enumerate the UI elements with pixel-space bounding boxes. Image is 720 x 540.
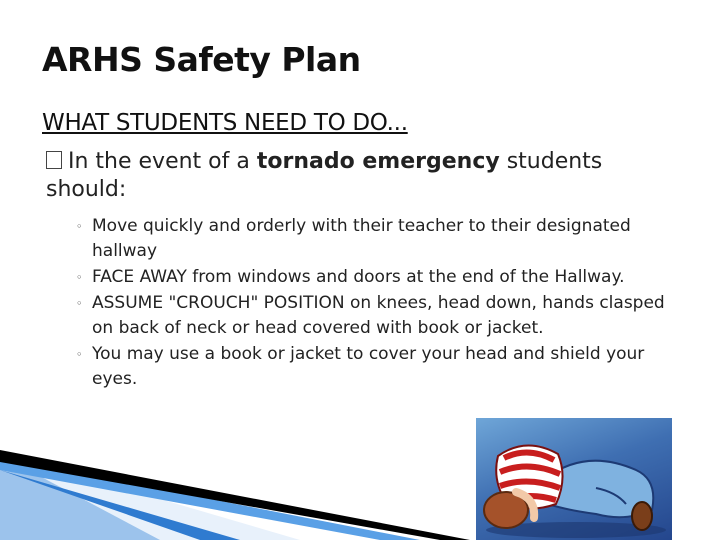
- sub-bullet-icon: ◦: [76, 220, 83, 233]
- instruction-text: Move quickly and orderly with their teacher to their designated hallway: [92, 216, 631, 261]
- list-item: [76, 291, 686, 341]
- slide-title: ARHS Safety Plan: [42, 40, 361, 79]
- instruction-text: FACE AWAY from windows and doors at the end of the Hallway.: [92, 267, 625, 287]
- main-point-highlight: tornado emergency: [256, 149, 500, 174]
- list-item: [76, 265, 686, 290]
- sub-bullet-icon: ◦: [76, 297, 83, 310]
- instruction-text: You may use a book or jacket to cover your head and shield your eyes.: [92, 344, 645, 389]
- sub-bullet-icon: ◦: [76, 348, 83, 361]
- main-point-prefix: In the event of a: [68, 149, 250, 174]
- main-point-continuation: should:: [46, 177, 127, 202]
- list-item: [76, 214, 686, 264]
- list-item: [76, 342, 686, 392]
- instruction-list: [76, 214, 686, 393]
- instruction-text: ASSUME "CROUCH" POSITION on knees, head down, hands clasped on back of neck or head covered with book or jacket.: [92, 293, 665, 338]
- sub-bullet-icon: ◦: [76, 271, 83, 284]
- crouch-position-illustration: [476, 418, 672, 540]
- checkbox-bullet-icon: [46, 151, 62, 169]
- main-point: [46, 148, 686, 204]
- section-heading: WHAT STUDENTS NEED TO DO...: [42, 110, 408, 136]
- main-point-suffix: students: [506, 149, 603, 174]
- crouching-child-icon: [476, 418, 672, 540]
